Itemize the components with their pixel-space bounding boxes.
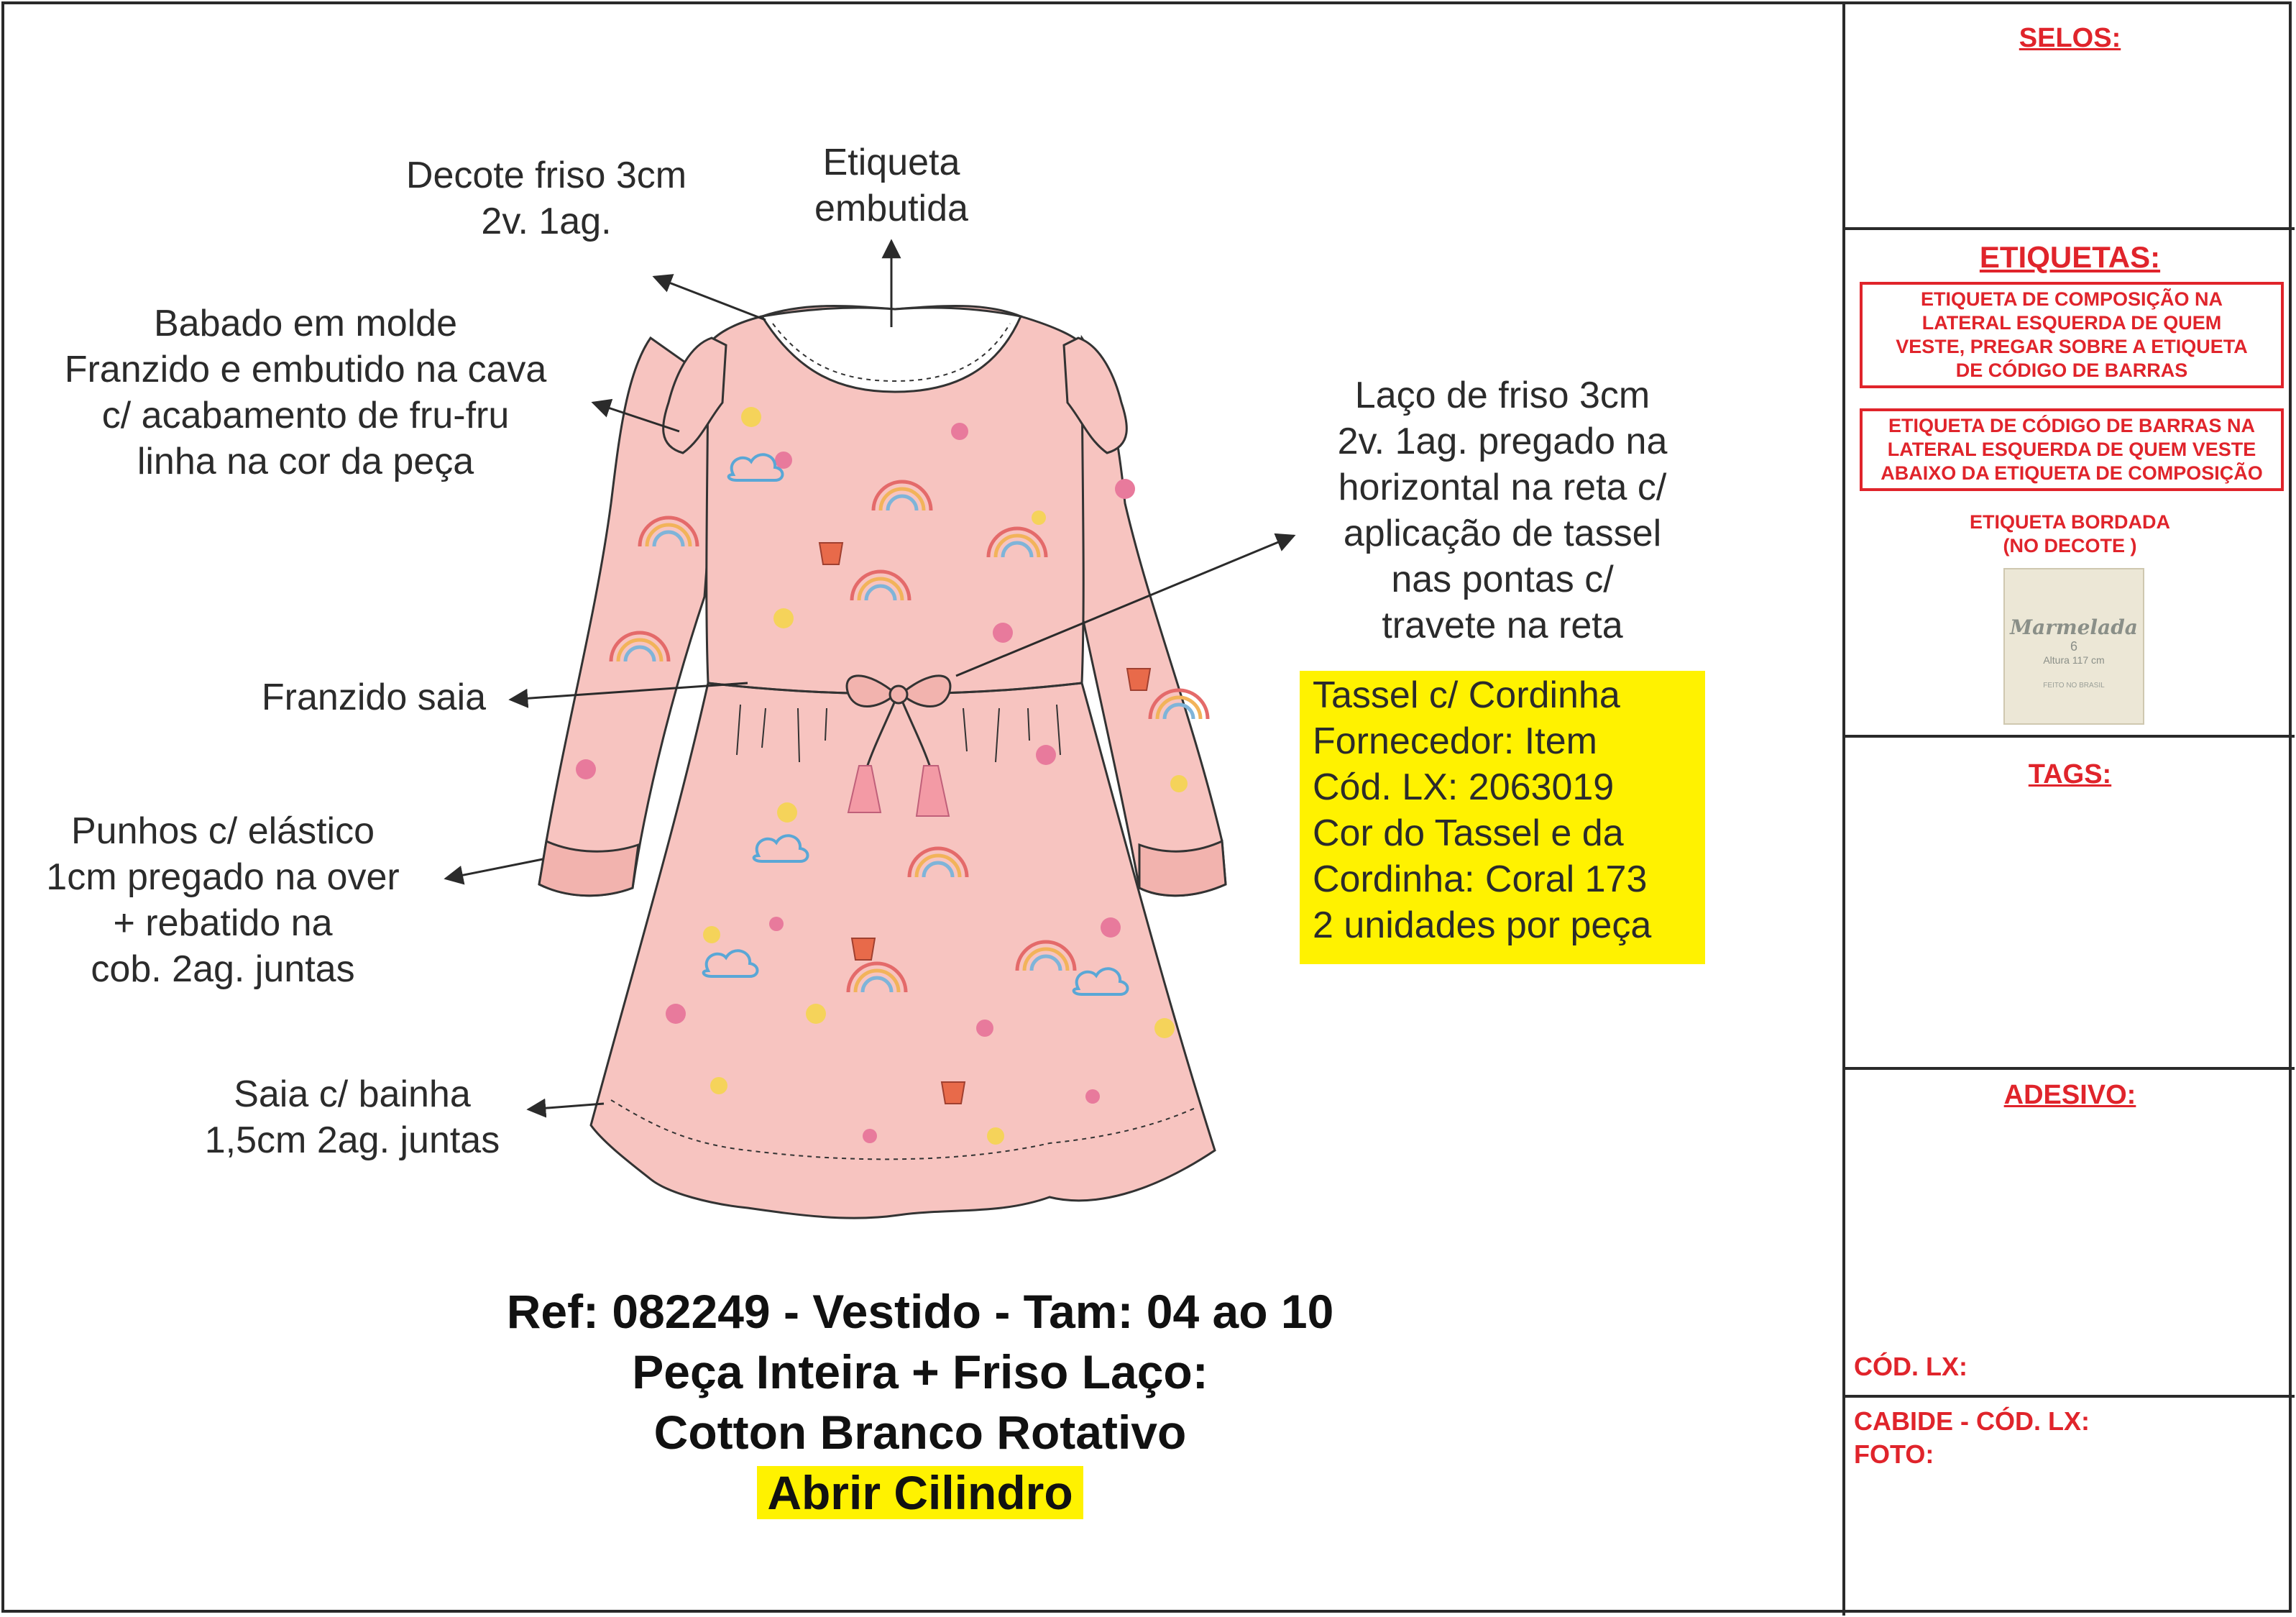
- label-origin: FEITO NO BRASIL: [2043, 682, 2105, 690]
- reference-line2: Peça Inteira + Friso Laço:: [632, 1345, 1208, 1398]
- etiqueta-bordada-text: ETIQUETA BORDADA (NO DECOTE ): [1970, 511, 2170, 556]
- cabide-section: [1845, 1398, 2295, 1613]
- selos-section: [1845, 1, 2295, 230]
- annotation-saia: Saia c/ bainha 1,5cm 2ag. juntas: [204, 1073, 500, 1161]
- tags-title: TAGS:: [2028, 759, 2112, 789]
- reference-line3: Cotton Branco Rotativo: [653, 1406, 1187, 1459]
- etiqueta-composicao-box: ETIQUETA DE COMPOSIÇÃO NA LATERAL ESQUERDA DE QUEM VESTE, PREGAR SOBRE A ETIQUETA DE CÓDIGO DE BARRAS: [1860, 282, 2284, 388]
- tassel-info-box: Tassel c/ Cordinha Fornecedor: Item Cód. LX: 2063019 Cor do Tassel e da Cordinha: Coral 173 2 unidades por peça: [1300, 671, 1705, 964]
- foto-label: FOTO:: [1854, 1439, 1934, 1469]
- tags-section: [1845, 738, 2295, 1070]
- selos-title: SELOS:: [2019, 23, 2121, 53]
- adesivo-title: ADESIVO:: [2003, 1080, 2136, 1110]
- label-height: Altura 117 cm: [2043, 654, 2105, 666]
- etiquetas-title: ETIQUETAS:: [1979, 240, 2161, 274]
- annotation-decote: Decote friso 3cm 2v. 1ag.: [405, 155, 687, 242]
- annotation-punhos: Punhos c/ elástico 1cm pregado na over + rebatido na cob. 2ag. juntas: [46, 810, 400, 990]
- etiquetas-section: [1845, 230, 2295, 738]
- reference-highlight: Abrir Cilindro: [757, 1466, 1083, 1519]
- reference-block: [403, 1281, 1438, 1523]
- label-size: 6: [2070, 639, 2077, 654]
- annotation-etiqueta: Etiqueta embutida: [814, 142, 968, 229]
- label-brand: Marmelada: [2010, 615, 2138, 639]
- annotation-franzido: Franzido saia: [261, 677, 487, 718]
- adesivo-section: [1845, 1070, 2295, 1398]
- cabide-label: CABIDE - CÓD. LX:: [1854, 1406, 2090, 1436]
- cod-lx-label: CÓD. LX:: [1854, 1352, 1967, 1381]
- embroidered-label-image: [2003, 568, 2144, 725]
- annotation-laco: Laço de friso 3cm 2v. 1ag. pregado na horizontal na reta c/ aplicação de tassel nas pontas c/ travete na reta: [1337, 375, 1668, 646]
- etiqueta-barras-box: ETIQUETA DE CÓDIGO DE BARRAS NA LATERAL ESQUERDA DE QUEM VESTE ABAIXO DA ETIQUETA DE COMPOSIÇÃO: [1860, 408, 2284, 491]
- sidebar: [1842, 1, 2295, 1616]
- annotation-babado: Babado em molde Franzido e embutido na cava c/ acabamento de fru-fru linha na cor da peça: [64, 303, 547, 482]
- reference-line1: Ref: 082249 - Vestido - Tam: 04 ao 10: [506, 1285, 1334, 1338]
